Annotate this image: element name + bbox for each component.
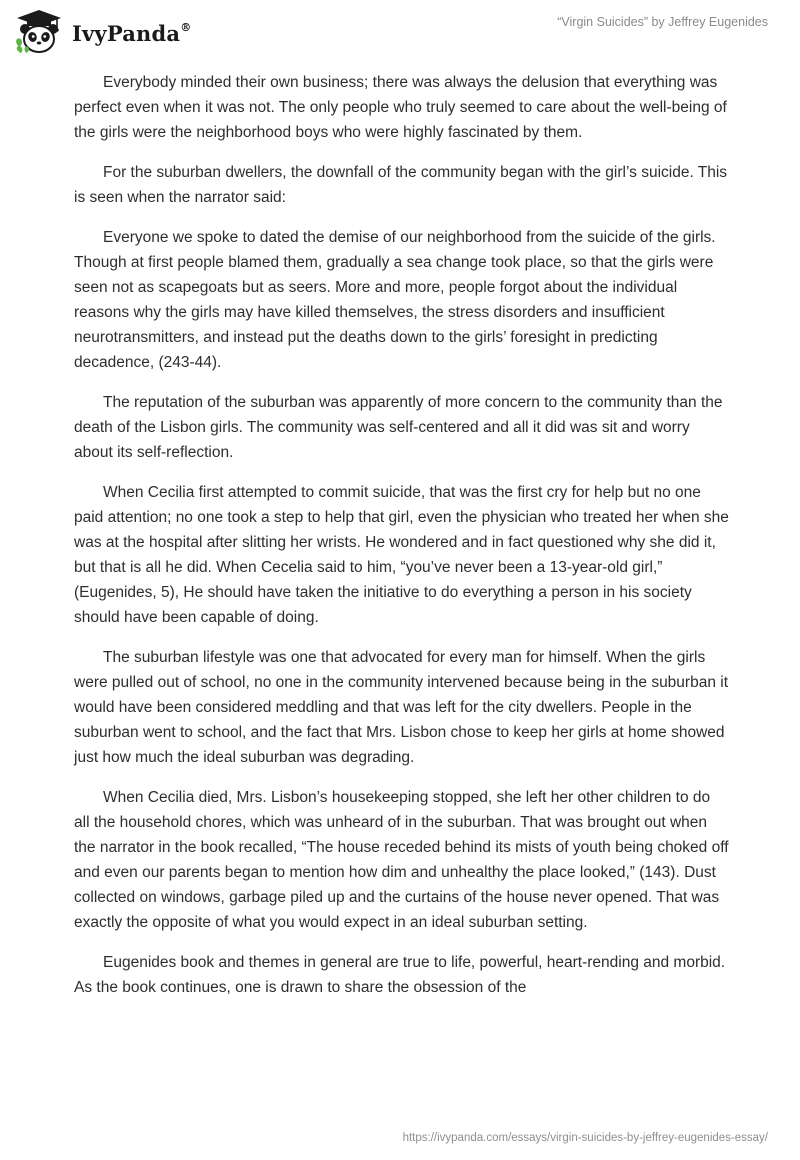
paragraph: Eugenides book and themes in general are true to life, powerful, heart-rending and morbid. As the book continues, one is drawn to share the obsession of the bbox=[74, 954, 726, 996]
paragraph: When Cecilia died, Mrs. Lisbon’s housekeeping stopped, she left her other children to do all the household chores, which was unheard of in the suburban. That was brought out when the narrator in the book recalled, “The house receded behind its mists of youth being choked off and even our parents began to mention how dim and unhealthy the place looked,” (143). Dust collected on windows, garbage piled up and the curtains of the house never opened. That was exactly the opposite of what you would expect in an ideal suburban setting. bbox=[74, 789, 729, 931]
essay-body bbox=[74, 70, 729, 1015]
paragraph: When Cecilia first attempted to commit suicide, that was the first cry for help but no one paid attention; no one took a step to help that girl, even the physician who treated her when she was at the hospital after slitting her wrists. He wondered and in fact questioned why she did it, but that is all he did. When Cecelia said to him, “you’ve never been a 13-year-old girl,” (Eugenides, 5), He should have taken the initiative to do everything a person in his society should have been capable of doing. bbox=[74, 484, 729, 626]
paragraph: The suburban lifestyle was one that advocated for every man for himself. When the girls were pulled out of school, no one in the community intervened because being in the suburban it would have been considered meddling and that was left for the city dwellers. People in the suburban went to school, and the fact that Mrs. Lisbon chose to keep her girls at home showed just how much the ideal suburban was degrading. bbox=[74, 649, 729, 766]
source-url-link[interactable]: https://ivypanda.com/essays/virgin-suicides-by-jeffrey-eugenides-essay/ bbox=[402, 1132, 768, 1144]
block-quote: Everyone we spoke to dated the demise of our neighborhood from the suicide of the girls. Though at first people blamed them, gradually a sea change took place, so that the girls were seen not as scapegoats but as seers. More and more, people forgot about the individual reasons why the girls may have killed themselves, the stress disorders and insufficient neurotransmitters, and instead put the deaths down to the girls’ foresight in predicting decadence, (243-44). bbox=[74, 229, 716, 371]
paragraph: The reputation of the suburban was apparently of more concern to the community than the death of the Lisbon girls. The community was self-centered and all it did was sit and worry about its self-reflection. bbox=[74, 394, 723, 461]
document-title: “Virgin Suicides” by Jeffrey Eugenides bbox=[557, 15, 768, 29]
ivypanda-logo[interactable] bbox=[14, 9, 191, 55]
panda-graduation-cap-icon bbox=[14, 9, 64, 55]
paragraph: For the suburban dwellers, the downfall of the community began with the girl’s suicide. This is seen when the narrator said: bbox=[74, 164, 728, 206]
brand-name: IvyPanda® bbox=[72, 20, 192, 46]
page-header bbox=[0, 0, 800, 60]
paragraph: Everybody minded their own business; there was always the delusion that everything was perfect even when it was not. The only people who truly seemed to care about the well-being of the girls were the neighborhood boys who were highly fascinated by them. bbox=[74, 74, 727, 141]
